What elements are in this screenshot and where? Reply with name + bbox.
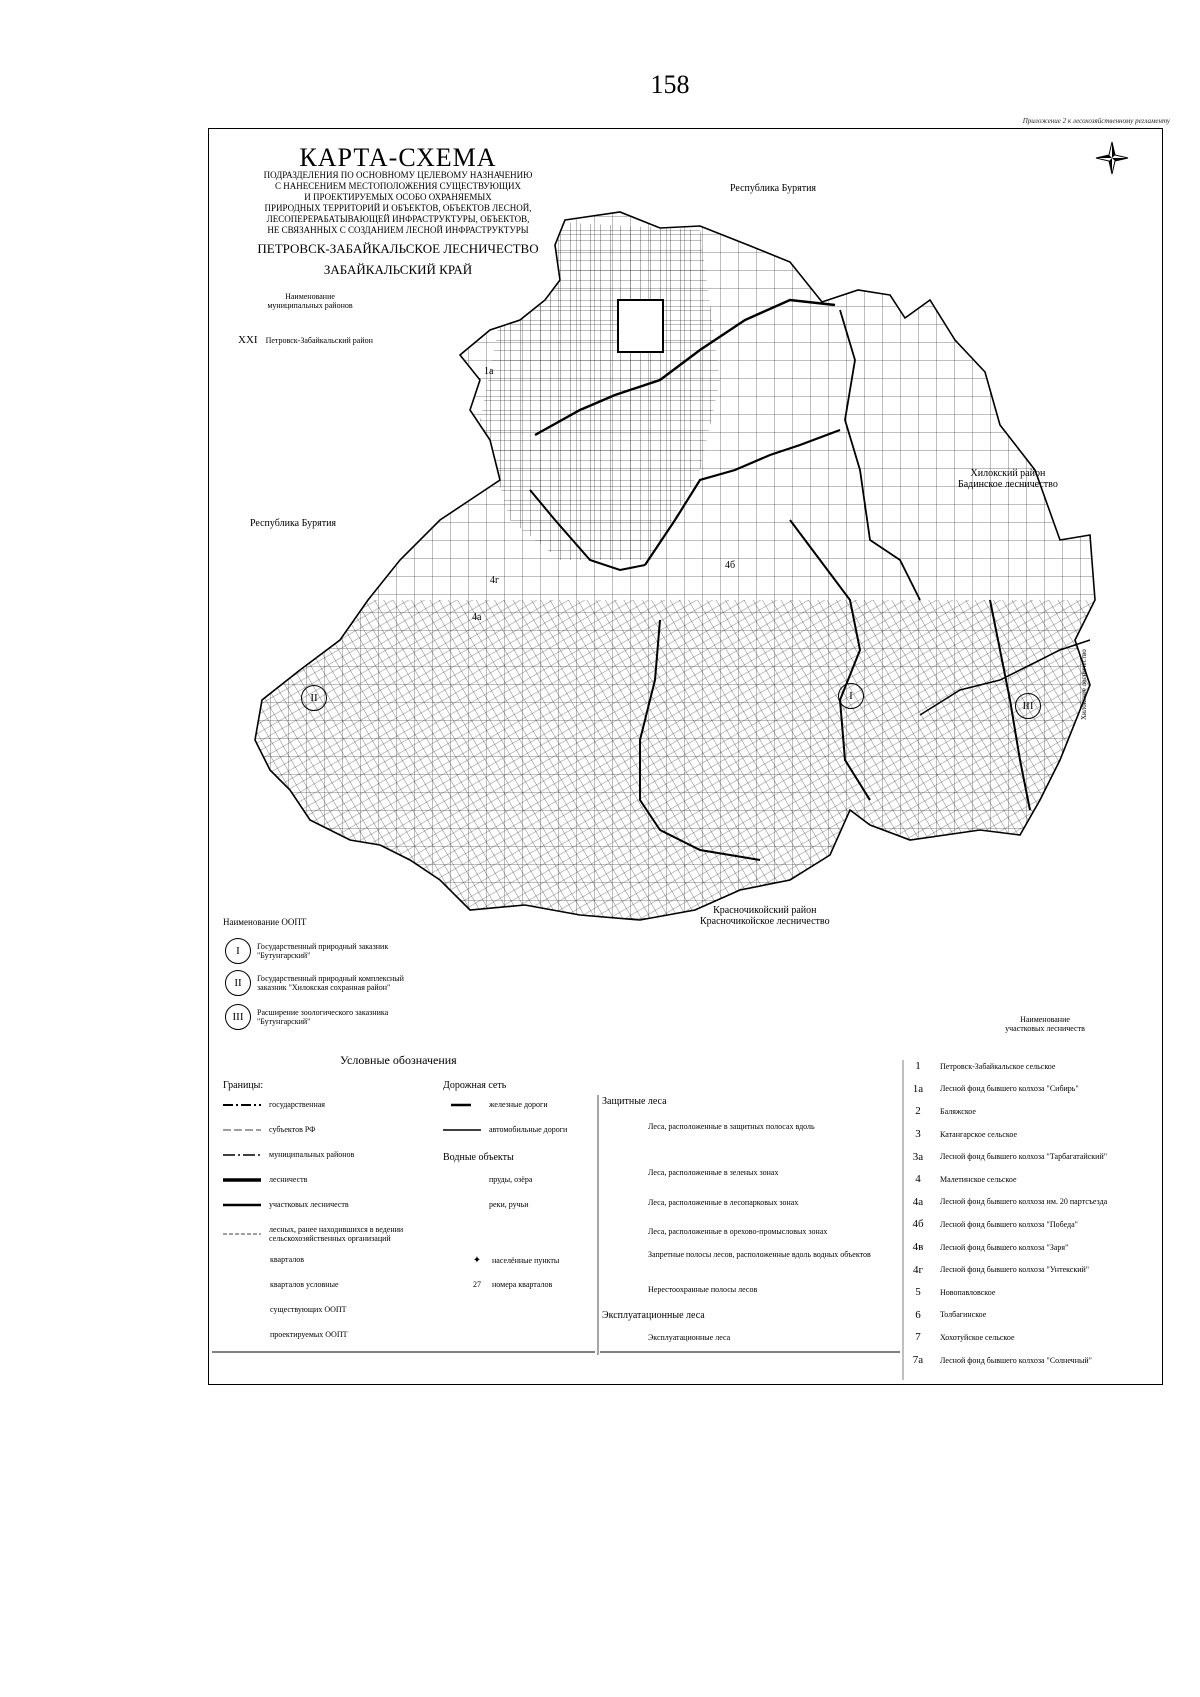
exploit-label: Эксплуатационные леса [648, 1333, 731, 1342]
border-legend-row [223, 1225, 469, 1243]
border-legend-row [270, 1255, 304, 1264]
protective-label: Леса, расположенные в орехово-промысловых зонах [648, 1227, 828, 1236]
oopt-row-name: Расширение зоологического заказника "Бутунгарский" [257, 1008, 389, 1026]
point-legend-row [462, 1280, 552, 1289]
district-border-symbol [223, 1152, 261, 1158]
south-neighbor-line: Красночикойский район [713, 905, 817, 916]
border-legend-row [223, 1200, 349, 1209]
parcel-name: Лесной фонд бывшего колхоза "Тарбагатайский" [940, 1152, 1107, 1162]
page-number: 158 [650, 70, 690, 99]
border-label: существующих ООПТ [270, 1305, 347, 1314]
oopt-row-name: Государственный природный заказник "Бутунгарский" [257, 942, 389, 960]
parcel-code: 4в [912, 1241, 924, 1254]
east-edge-label: Хилокское лесничество [1080, 649, 1088, 720]
parcel-item [906, 1281, 1161, 1304]
parcel-item [906, 1078, 1161, 1101]
parcel-code: 6 [915, 1308, 921, 1321]
water-label: реки, ручьи [489, 1200, 529, 1209]
parcel-name: Лесной фонд бывшего колхоза им. 20 партсъезда [940, 1197, 1108, 1207]
parcel-code: 5 [915, 1286, 921, 1299]
point-label: населённые пункты [492, 1256, 560, 1265]
protective-row [648, 1122, 888, 1131]
oopt-row-code: I [225, 938, 251, 964]
state-border-symbol [223, 1102, 261, 1108]
parcel-label: 4г [490, 575, 500, 586]
parcel-code: 3а [912, 1150, 924, 1163]
parcel-name: Катангарское сельское [940, 1129, 1018, 1139]
municipal-header-line: Наименование [285, 292, 335, 301]
parcel-label: 4а [472, 612, 482, 623]
protective-label: Леса, расположенные в лесопарковых зонах [648, 1198, 799, 1207]
compass-icon [1096, 142, 1128, 174]
subtitle-line: НЕ СВЯЗАННЫХ С СОЗДАНИЕМ ЛЕСНОЙ ИНФРАСТРУКТУРЫ [267, 225, 529, 235]
parcel-item [906, 1145, 1161, 1168]
water-legend-row [489, 1175, 532, 1184]
protective-row [648, 1168, 888, 1177]
parcel-name: Баляжское [940, 1106, 976, 1116]
parcel-name: Малетинское сельское [940, 1174, 1017, 1184]
oopt-marker: II [301, 685, 327, 711]
parcel-item [906, 1236, 1161, 1259]
oopt-marker: I [838, 683, 864, 709]
parcel-item [906, 1213, 1161, 1236]
oopt-row-name: Государственный природный комплексный заказник "Хилокская сохранная район" [257, 974, 404, 992]
parcel-name: Толбагинское [940, 1310, 987, 1320]
parcel-item [906, 1191, 1161, 1214]
exploit-row [648, 1333, 888, 1342]
parcel-item [906, 1326, 1161, 1349]
parcel-name: Лесной фонд бывшего колхоза "Унтекский" [940, 1265, 1090, 1275]
protective-row [648, 1227, 888, 1236]
railway-symbol [443, 1102, 481, 1108]
subtitle-line: ПРИРОДНЫХ ТЕРРИТОРИЙ И ОБЪЕКТОВ, ОБЪЕКТОВ ЛЕСНОЙ, [264, 203, 532, 213]
border-label: муниципальных районов [269, 1150, 355, 1159]
parcel-border-symbol [223, 1202, 261, 1208]
parcel-item [906, 1100, 1161, 1123]
border-label: лесничеств [269, 1175, 308, 1184]
forestry-name: ПЕТРОВСК-ЗАБАЙКАЛЬСКОЕ ЛЕСНИЧЕСТВО [257, 241, 539, 256]
parcel-name: Лесной фонд бывшего колхоза "Сибирь" [940, 1084, 1079, 1094]
exploit-header: Эксплуатационные леса [602, 1310, 705, 1321]
border-label: кварталов [270, 1255, 304, 1264]
region-name: ЗАБАЙКАЛЬСКИЙ КРАЙ [323, 262, 473, 277]
parcel-name: Лесной фонд бывшего колхоза "Заря" [940, 1242, 1069, 1252]
parcels-header [990, 1015, 1100, 1033]
parcel-code: 7 [915, 1331, 921, 1344]
water-label: пруды, озёра [489, 1175, 533, 1184]
point-legend-row [462, 1255, 559, 1266]
municipal-code: XXI [238, 334, 258, 346]
east-neighbor-line: Хилокский район [970, 468, 1046, 479]
south-neighbor-line: Красночикойское лесничество [700, 916, 830, 927]
parcel-name: Лесной фонд бывшего колхоза "Победа" [940, 1219, 1078, 1229]
parcel-code: 2 [915, 1105, 921, 1118]
oopt-row-code: II [225, 970, 251, 996]
oopt-row [225, 1004, 417, 1030]
forestry-border-symbol [223, 1177, 261, 1183]
quarter-number-icon: 27 [473, 1280, 481, 1289]
border-label: участковых лесничеств [269, 1200, 349, 1209]
protective-label: Леса, расположенные в защитных полосах вдоль [648, 1122, 815, 1131]
subtitle-line: И ПРОЕКТИРУЕМЫХ ОСОБО ОХРАНЯЕМЫХ [304, 192, 492, 202]
border-legend-row [270, 1330, 347, 1339]
parcel-code: 4г [912, 1263, 923, 1276]
settlement-icon: ✦ [472, 1255, 482, 1266]
border-label: государственная [269, 1100, 325, 1109]
east-neighbor-line: Бадинское лесничество [958, 479, 1058, 490]
parcel-name: Петровск-Забайкальское сельское [940, 1061, 1056, 1071]
legend-title: Условные обозначения [340, 1053, 457, 1067]
border-label: кварталов условные [270, 1280, 339, 1289]
border-label: лесных, ранее находившихся в ведении сельскохозяйственных организаций [269, 1225, 404, 1243]
point-label: номера кварталов [492, 1280, 553, 1289]
borders-header: Границы: [223, 1080, 264, 1091]
subject-border-symbol [223, 1127, 261, 1133]
parcel-item [906, 1258, 1161, 1281]
parcel-name: Новопавловское [940, 1287, 996, 1297]
parcels-header-line: участковых лесничеств [1005, 1024, 1085, 1033]
oopt-row [225, 938, 417, 964]
highway-symbol [443, 1127, 481, 1133]
parcel-code: 1а [912, 1082, 924, 1095]
border-legend-row [223, 1100, 325, 1109]
border-legend-row [223, 1175, 307, 1184]
oopt-marker: III [1015, 693, 1041, 719]
protective-label: Леса, расположенные в зеленых зонах [648, 1168, 779, 1177]
protective-header: Защитные леса [602, 1096, 667, 1107]
parcel-code: 4б [912, 1218, 924, 1231]
south-neighbor-label [700, 905, 830, 927]
border-legend-row [223, 1150, 354, 1159]
municipal-header-line: муниципальных районов [267, 301, 353, 310]
former-agri-border-symbol [223, 1231, 261, 1237]
parcel-item [906, 1123, 1161, 1146]
parcel-code: 3 [915, 1128, 921, 1141]
parcel-code: 1 [915, 1060, 921, 1073]
subtitle-line: ЛЕСОПЕРЕРАБАТЫВАЮЩЕЙ ИНФРАСТРУКТУРЫ, ОБЪЕКТОВ, [266, 214, 530, 224]
water-legend-row [489, 1200, 529, 1209]
parcel-label: 1а [484, 366, 494, 377]
roads-header: Дорожная сеть [443, 1080, 507, 1091]
parcel-name: Лесной фонд бывшего колхоза "Солнечный" [940, 1355, 1092, 1365]
road-label: железные дороги [489, 1100, 548, 1109]
parcel-item [906, 1304, 1161, 1327]
border-legend-row [270, 1280, 339, 1289]
parcel-name: Хохотуйское сельское [940, 1332, 1015, 1342]
water-header: Водные объекты [443, 1152, 514, 1163]
subtitle-line: С НАНЕСЕНИЕМ МЕСТОПОЛОЖЕНИЯ СУЩЕСТВУЮЩИХ [275, 181, 521, 191]
border-label: проектируемых ООПТ [270, 1330, 348, 1339]
parcel-code: 7а [912, 1354, 924, 1367]
road-label: автомобильные дороги [489, 1125, 568, 1134]
parcel-code: 4 [915, 1173, 921, 1186]
parcel-label: 4б [725, 560, 736, 571]
road-legend-row [443, 1100, 548, 1109]
map-title: КАРТА-СХЕМА [299, 143, 497, 172]
subtitle-line: ПОДРАЗДЕЛЕНИЯ ПО ОСНОВНОМУ ЦЕЛЕВОМУ НАЗНАЧЕНИЮ [263, 170, 533, 180]
border-legend-row [270, 1305, 347, 1314]
parcel-list [906, 1055, 1161, 1371]
protective-label: Запретные полосы лесов, расположенные вдоль водных объектов [648, 1250, 871, 1259]
border-label: субъектов РФ [269, 1125, 316, 1134]
parcel-item [906, 1168, 1161, 1191]
protective-row [648, 1198, 888, 1207]
north-neighbor-label: Республика Бурятия [730, 183, 817, 194]
east-neighbor-label [958, 468, 1058, 490]
protective-label: Нерестоохранные полосы лесов [648, 1285, 758, 1294]
oopt-row [225, 970, 422, 996]
road-legend-row [443, 1125, 567, 1134]
west-neighbor-label: Республика Бурятия [250, 518, 337, 529]
top-note: Приложение 2 к лесохозяйственному регламенту [1022, 117, 1170, 125]
oopt-row-code: III [225, 1004, 251, 1030]
parcels-header-line: Наименование [1020, 1015, 1070, 1024]
oopt-header: Наименование ООПТ [223, 917, 307, 927]
municipal-name: Петровск-Забайкальский район [265, 336, 373, 345]
protective-row [648, 1285, 888, 1294]
parcel-item [906, 1349, 1161, 1372]
parcel-item [906, 1055, 1161, 1078]
parcel-code: 4а [912, 1195, 924, 1208]
border-legend-row [223, 1125, 315, 1134]
protective-row [648, 1250, 888, 1259]
